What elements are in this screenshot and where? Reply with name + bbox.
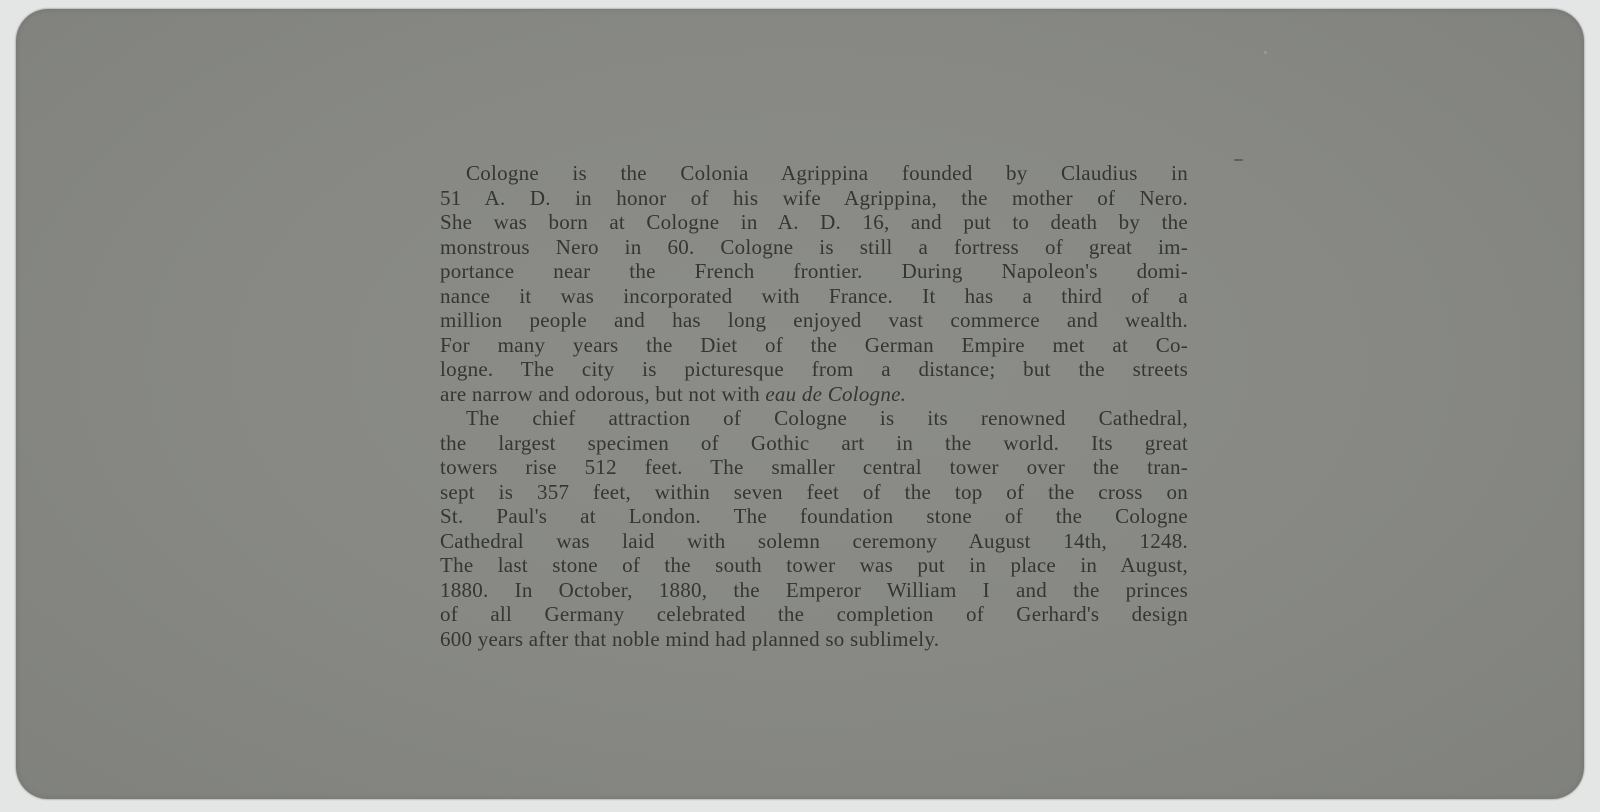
text-line: portance near the French frontier. During Napoleon's domi- [440, 259, 1188, 283]
text-line: The chief attraction of Cologne is its renowned Cathedral, [466, 406, 1188, 430]
speck-mark [1264, 51, 1267, 54]
text-line: monstrous Nero in 60. Cologne is still a fortress of great im- [440, 234, 1188, 259]
text-line: the largest specimen of Gothic art in the world. Its great [440, 430, 1188, 455]
italic-phrase: eau de Cologne. [765, 381, 907, 406]
caption-text-block [440, 161, 1188, 661]
text-line: 600 years after that noble mind had planned so sublimely. [440, 626, 940, 651]
text-line: sept is 357 feet, within seven feet of the top of the cross on [440, 479, 1188, 504]
text-line: logne. The city is picturesque from a distance; but the streets [440, 357, 1188, 381]
stereoview-card-back [16, 9, 1584, 799]
text-line: For many years the Diet of the German Empire met at Co- [440, 332, 1188, 357]
text-line: She was born at Cologne in A. D. 16, and put to death by the [440, 210, 1188, 234]
speck-mark [1234, 159, 1243, 161]
text-line: Cologne is the Colonia Agrippina founded by Claudius in [466, 161, 1188, 185]
text-line: million people and has long enjoyed vast commerce and wealth. [440, 308, 1188, 332]
text-line: The last stone of the south tower was put in place in August, [440, 553, 1188, 577]
text-line: Cathedral was laid with solemn ceremony August 14th, 1248. [440, 528, 1188, 553]
text-line: nance it was incorporated with France. It has a third of a [440, 283, 1188, 308]
text-line [440, 382, 1188, 407]
text-line: 1880. In October, 1880, the Emperor William I and the princes [440, 577, 1188, 602]
text-line: of all Germany celebrated the completion of Gerhard's design [440, 602, 1188, 626]
paragraph-cologne-history [440, 161, 1188, 406]
text-line: 51 A. D. in honor of his wife Agrippina, the mother of Nero. [440, 185, 1188, 210]
paragraph-cathedral [440, 406, 1188, 651]
text-line-prefix: are narrow and odorous, but not with [440, 381, 766, 406]
text-line: towers rise 512 feet. The smaller central tower over the tran- [440, 455, 1188, 479]
text-line: St. Paul's at London. The foundation stone of the Cologne [440, 504, 1188, 528]
